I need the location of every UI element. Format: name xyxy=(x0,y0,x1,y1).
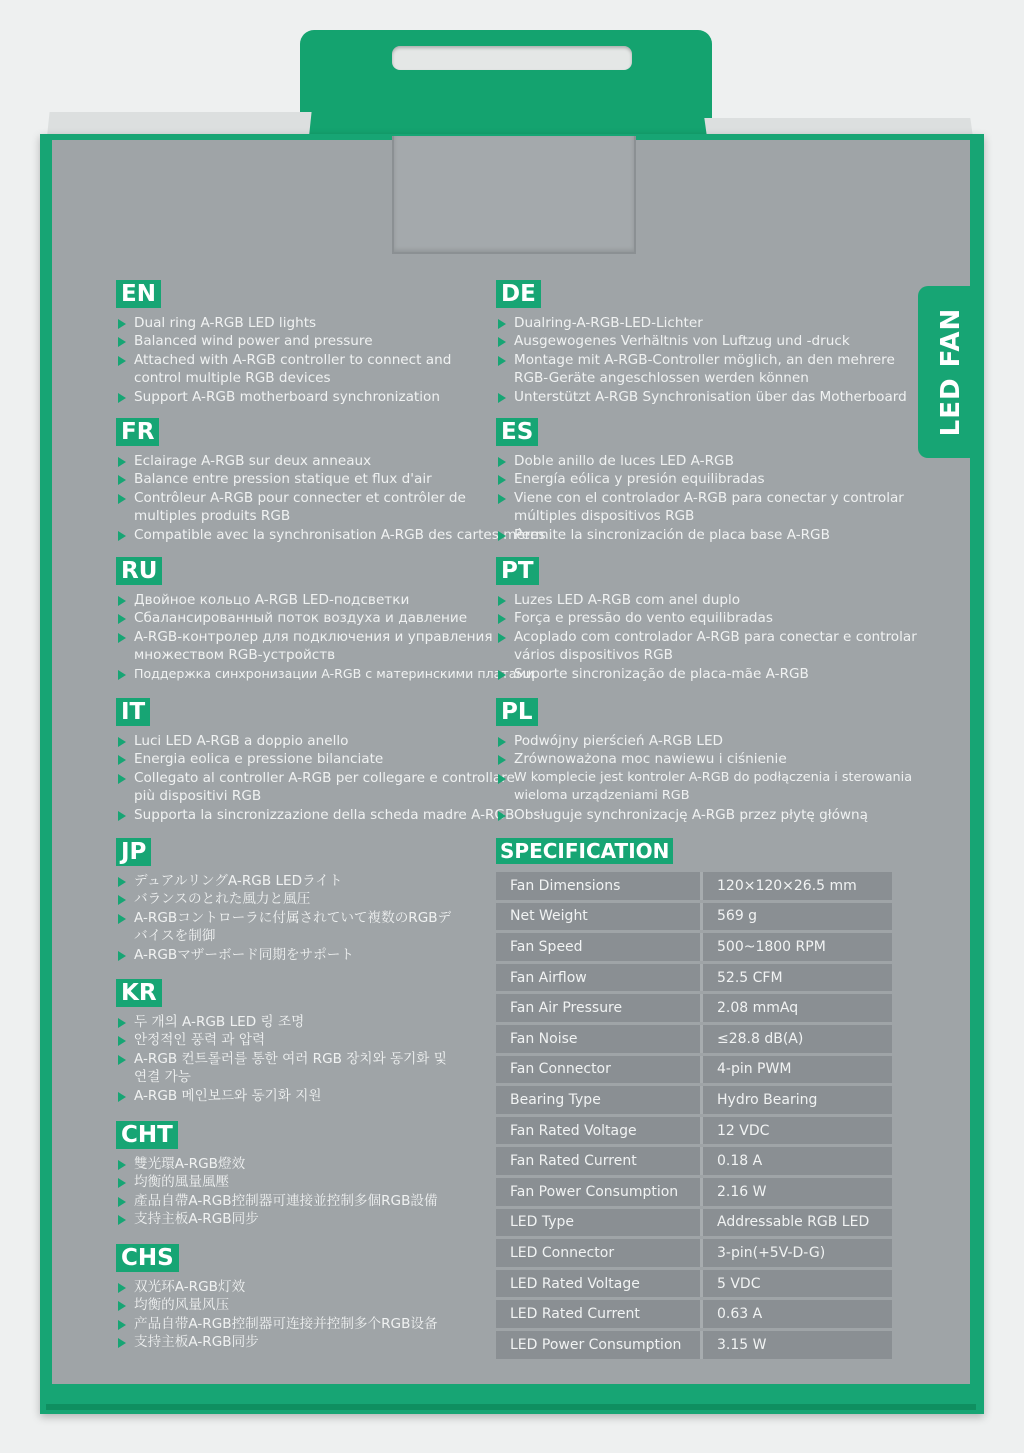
spec-label: LED Rated Voltage xyxy=(496,1270,703,1298)
lang-badge-cht: CHT xyxy=(116,1121,178,1149)
feature-list-fr xyxy=(116,452,546,544)
spec-label: LED Rated Current xyxy=(496,1300,703,1328)
feature-item: Luci LED A-RGB a doppio anello xyxy=(116,732,515,750)
spec-row xyxy=(496,1209,892,1237)
feature-list-jp xyxy=(116,872,451,964)
feature-item: Attached with A-RGB controller to connect and control multiple RGB devices xyxy=(116,351,451,388)
spec-row xyxy=(496,994,892,1022)
lang-badge-it: IT xyxy=(116,698,150,726)
lang-block-cht xyxy=(116,1121,438,1229)
lang-block-ru xyxy=(116,557,534,683)
feature-item: 支持主板A-RGB同步 xyxy=(116,1333,438,1351)
box-bottom-edge xyxy=(46,1404,976,1410)
lang-badge-jp: JP xyxy=(116,838,151,866)
spec-row xyxy=(496,964,892,992)
spec-value: 500~1800 RPM xyxy=(703,933,892,961)
lang-block-de xyxy=(496,280,907,406)
feature-item: Luzes LED A-RGB com anel duplo xyxy=(496,591,917,609)
feature-item: 支持主板A-RGB同步 xyxy=(116,1210,438,1228)
spec-label: LED Type xyxy=(496,1209,703,1237)
spec-value: 52.5 CFM xyxy=(703,964,892,992)
lang-badge-en: EN xyxy=(116,280,161,308)
lang-block-es xyxy=(496,418,904,544)
feature-list-cht xyxy=(116,1155,438,1229)
spec-row xyxy=(496,1331,892,1359)
specification-title: SPECIFICATION xyxy=(496,838,673,864)
lang-block-jp xyxy=(116,838,451,964)
feature-list-en xyxy=(116,314,451,406)
spec-label: LED Power Consumption xyxy=(496,1331,703,1359)
feature-item: Support A-RGB motherboard synchronization xyxy=(116,388,451,406)
spec-row xyxy=(496,1086,892,1114)
spec-row xyxy=(496,1178,892,1206)
feature-item: A-RGB-контролер для подключения и управления множеством RGB-устройств xyxy=(116,628,534,665)
spec-value: 5 VDC xyxy=(703,1270,892,1298)
lang-badge-chs: CHS xyxy=(116,1244,179,1272)
lang-badge-pl: PL xyxy=(496,698,538,726)
feature-item: Suporte sincronização de placa-mãe A-RGB xyxy=(496,665,917,683)
lang-block-kr xyxy=(116,979,447,1105)
spec-label: Net Weight xyxy=(496,903,703,931)
feature-item: Двойное кольцо A-RGB LED-подсветки xyxy=(116,591,534,609)
feature-item: Força e pressão do vento equilibradas xyxy=(496,609,917,627)
side-tab xyxy=(918,286,984,458)
product-window xyxy=(392,136,636,254)
feature-item: Ausgewogenes Verhältnis von Luftzug und -druck xyxy=(496,332,907,350)
feature-item: Сбалансированный поток воздуха и давление xyxy=(116,609,534,627)
feature-item: Podwójny pierścień A-RGB LED xyxy=(496,732,912,750)
spec-label: Bearing Type xyxy=(496,1086,703,1114)
feature-item: 均衡的风量风压 xyxy=(116,1296,438,1314)
lang-block-pl xyxy=(496,698,912,824)
lang-badge-kr: KR xyxy=(116,979,162,1007)
spec-row xyxy=(496,1239,892,1267)
spec-value: Hydro Bearing xyxy=(703,1086,892,1114)
feature-item: 双光环A-RGB灯效 xyxy=(116,1278,438,1296)
spec-row xyxy=(496,903,892,931)
spec-label: Fan Rated Current xyxy=(496,1147,703,1175)
spec-value: 3-pin(+5V-D-G) xyxy=(703,1239,892,1267)
feature-item: Eclairage A-RGB sur deux anneaux xyxy=(116,452,546,470)
feature-item: W komplecie jest kontroler A-RGB do podłączenia i sterowania wieloma urządzeniami RGB xyxy=(496,769,912,806)
feature-item: A-RGBコントローラに付属されていて複数のRGBデ バイスを制御 xyxy=(116,909,451,946)
lang-block-en xyxy=(116,280,451,406)
feature-item: Balance entre pression statique et flux d'air xyxy=(116,470,546,488)
feature-item: Contrôleur A-RGB pour connecter et contrôler de multiples produits RGB xyxy=(116,489,546,526)
feature-list-it xyxy=(116,732,515,824)
feature-list-pl xyxy=(496,732,912,824)
feature-list-es xyxy=(496,452,904,544)
feature-item: Supporta la sincronizzazione della scheda madre A-RGB xyxy=(116,806,515,824)
feature-item: A-RGB 메인보드와 동기화 지원 xyxy=(116,1087,447,1105)
feature-list-kr xyxy=(116,1013,447,1105)
spec-row xyxy=(496,1300,892,1328)
feature-item: Montage mit A-RGB-Controller möglich, an den mehrere RGB-Geräte angeschlossen werden können xyxy=(496,351,907,388)
spec-label: Fan Power Consumption xyxy=(496,1178,703,1206)
feature-item: Acoplado com controlador A-RGB para conectar e controlar vários dispositivos RGB xyxy=(496,628,917,665)
spec-row xyxy=(496,1056,892,1084)
spec-value: 0.18 A xyxy=(703,1147,892,1175)
lang-block-it xyxy=(116,698,515,824)
feature-item: Collegato al controller A-RGB per collegare e controllare più dispositivi RGB xyxy=(116,769,515,806)
lang-badge-pt: PT xyxy=(496,557,539,585)
feature-item: Dual ring A-RGB LED lights xyxy=(116,314,451,332)
spec-value: 2.08 mmAq xyxy=(703,994,892,1022)
feature-item: 두 개의 A-RGB LED 링 조명 xyxy=(116,1013,447,1031)
spec-value: 12 VDC xyxy=(703,1117,892,1145)
spec-value: 3.15 W xyxy=(703,1331,892,1359)
feature-item: Permite la sincronización de placa base A-RGB xyxy=(496,526,904,544)
lang-block-fr xyxy=(116,418,546,544)
spec-value: 120×120×26.5 mm xyxy=(703,872,892,900)
feature-item: デュアルリングA-RGB LEDライト xyxy=(116,872,451,890)
spec-value: 4-pin PWM xyxy=(703,1056,892,1084)
feature-item: A-RGB 컨트롤러를 통한 여러 RGB 장치와 동기화 및 연결 가능 xyxy=(116,1050,447,1087)
feature-list-ru xyxy=(116,591,534,683)
feature-item: Unterstützt A-RGB Synchronisation über das Motherboard xyxy=(496,388,907,406)
spec-row xyxy=(496,933,892,961)
lang-badge-de: DE xyxy=(496,280,541,308)
lang-badge-fr: FR xyxy=(116,418,159,446)
spec-row xyxy=(496,1025,892,1053)
specification-table xyxy=(496,869,892,1362)
spec-row xyxy=(496,1117,892,1145)
spec-value: Addressable RGB LED xyxy=(703,1209,892,1237)
lang-badge-ru: RU xyxy=(116,557,162,585)
feature-item: Doble anillo de luces LED A-RGB xyxy=(496,452,904,470)
feature-item: Viene con el controlador A-RGB para conectar y controlar múltiples dispositivos RGB xyxy=(496,489,904,526)
feature-item: 产品自带A-RGB控制器可连接并控制多个RGB设备 xyxy=(116,1315,438,1333)
feature-item: バランスのとれた風力と風圧 xyxy=(116,890,451,908)
side-label: LED FAN xyxy=(936,307,966,437)
spec-label: Fan Speed xyxy=(496,933,703,961)
feature-list-chs xyxy=(116,1278,438,1352)
feature-item: Compatible avec la synchronisation A-RGB des cartes mères xyxy=(116,526,546,544)
lang-block-pt xyxy=(496,557,917,683)
lang-badge-es: ES xyxy=(496,418,538,446)
feature-item: 產品自帶A-RGB控制器可連接並控制多個RGB設備 xyxy=(116,1192,438,1210)
feature-item: 均衡的風量風壓 xyxy=(116,1173,438,1191)
spec-value: 569 g xyxy=(703,903,892,931)
feature-item: Energia eolica e pressione bilanciate xyxy=(116,750,515,768)
spec-row xyxy=(496,1270,892,1298)
spec-label: Fan Dimensions xyxy=(496,872,703,900)
feature-item: Dualring-A-RGB-LED-Lichter xyxy=(496,314,907,332)
feature-item: 雙光環A-RGB燈效 xyxy=(116,1155,438,1173)
spec-label: Fan Connector xyxy=(496,1056,703,1084)
spec-label: Fan Airflow xyxy=(496,964,703,992)
feature-item: Zrównoważona moc nawiewu i ciśnienie xyxy=(496,750,912,768)
spec-row xyxy=(496,1147,892,1175)
spec-label: Fan Noise xyxy=(496,1025,703,1053)
feature-item: Поддержка синхронизации A-RGB с материнскими платами xyxy=(116,665,534,683)
feature-item: Energía eólica y presión equilibradas xyxy=(496,470,904,488)
feature-item: Balanced wind power and pressure xyxy=(116,332,451,350)
spec-label: Fan Rated Voltage xyxy=(496,1117,703,1145)
feature-item: A-RGBマザーボード同期をサポート xyxy=(116,946,451,964)
specification-section xyxy=(496,838,896,1362)
feature-list-pt xyxy=(496,591,917,683)
spec-value: 0.63 A xyxy=(703,1300,892,1328)
feature-list-de xyxy=(496,314,907,406)
spec-value: 2.16 W xyxy=(703,1178,892,1206)
spec-label: Fan Air Pressure xyxy=(496,994,703,1022)
lang-block-chs xyxy=(116,1244,438,1352)
feature-item: 안정적인 풍력 과 압력 xyxy=(116,1031,447,1049)
spec-value: ≤28.8 dB(A) xyxy=(703,1025,892,1053)
hang-hole xyxy=(392,46,632,70)
spec-label: LED Connector xyxy=(496,1239,703,1267)
spec-row xyxy=(496,872,892,900)
feature-item: Obsługuje synchronizację A-RGB przez płytę główną xyxy=(496,806,912,824)
